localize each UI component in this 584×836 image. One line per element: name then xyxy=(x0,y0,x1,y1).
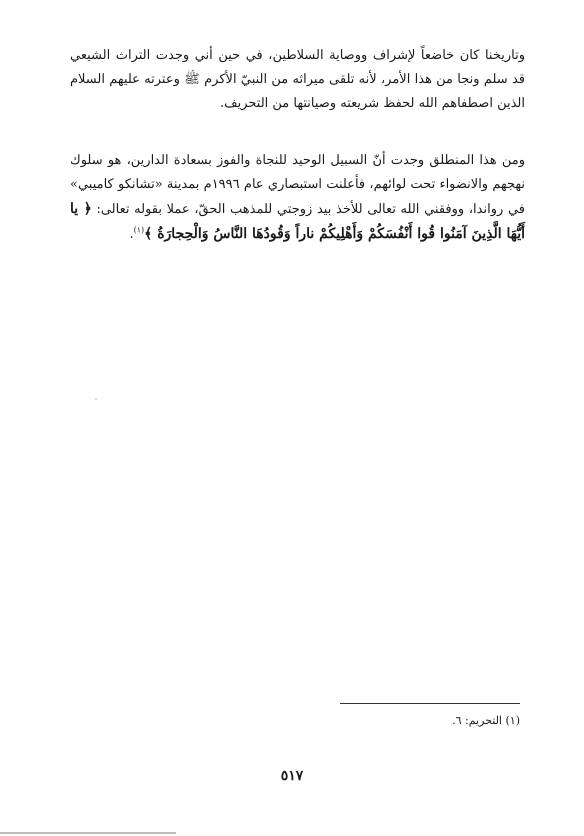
paragraph-1-text: وتاريخنا كان خاضعاً لإشراف ووصاية السلاطين، في حين أني وجدت التراث الشيعي قد سلم ونجا من هذا الأمر، لأنه تلقى ميراثه من النبيّ الأكرم ﷺ وعترته عليهم السلام الذين اصطفاهم الله لحفظ شريعته وصيانتها من التحريف. xyxy=(70,48,525,111)
bottom-edge-rule xyxy=(0,832,176,834)
scan-speck xyxy=(95,398,97,400)
paragraph-2 xyxy=(70,149,525,247)
footnote-divider xyxy=(340,703,520,704)
page-number: ٥١٧ xyxy=(280,768,304,784)
footnote-text: (١) التحريم: ٦. xyxy=(452,714,520,727)
paragraph-2-text: ومن هذا المنطلق وجدت أنّ السبيل الوحيد للنجاة والفوز بسعادة الدارين، هو سلوك نهجهم والانضواء تحت لوائهم، فأعلنت استبصاري عام ١٩٩٦م بمدينة «تشانكو كاميبي» في رواندا، ووفقني الله تعالى للأخذ بيد زوجتي للمذهب الحقّ، عملا بقوله تعالى: xyxy=(70,153,525,217)
footnote-reference: (١) xyxy=(133,225,145,235)
paragraph-2-end: . xyxy=(129,227,134,242)
paragraph-1 xyxy=(70,44,525,116)
quran-verse: ﴿ يا أَيُّهَا الَّذِينَ آمَنُوا قُوا أَنْفُسَكُمْ وَأَهْلِيكُمْ ناراً وَقُودُهَا النَّاسُ وَالْحِجارَةُ ﴾ xyxy=(70,201,525,242)
footnote xyxy=(300,712,520,730)
